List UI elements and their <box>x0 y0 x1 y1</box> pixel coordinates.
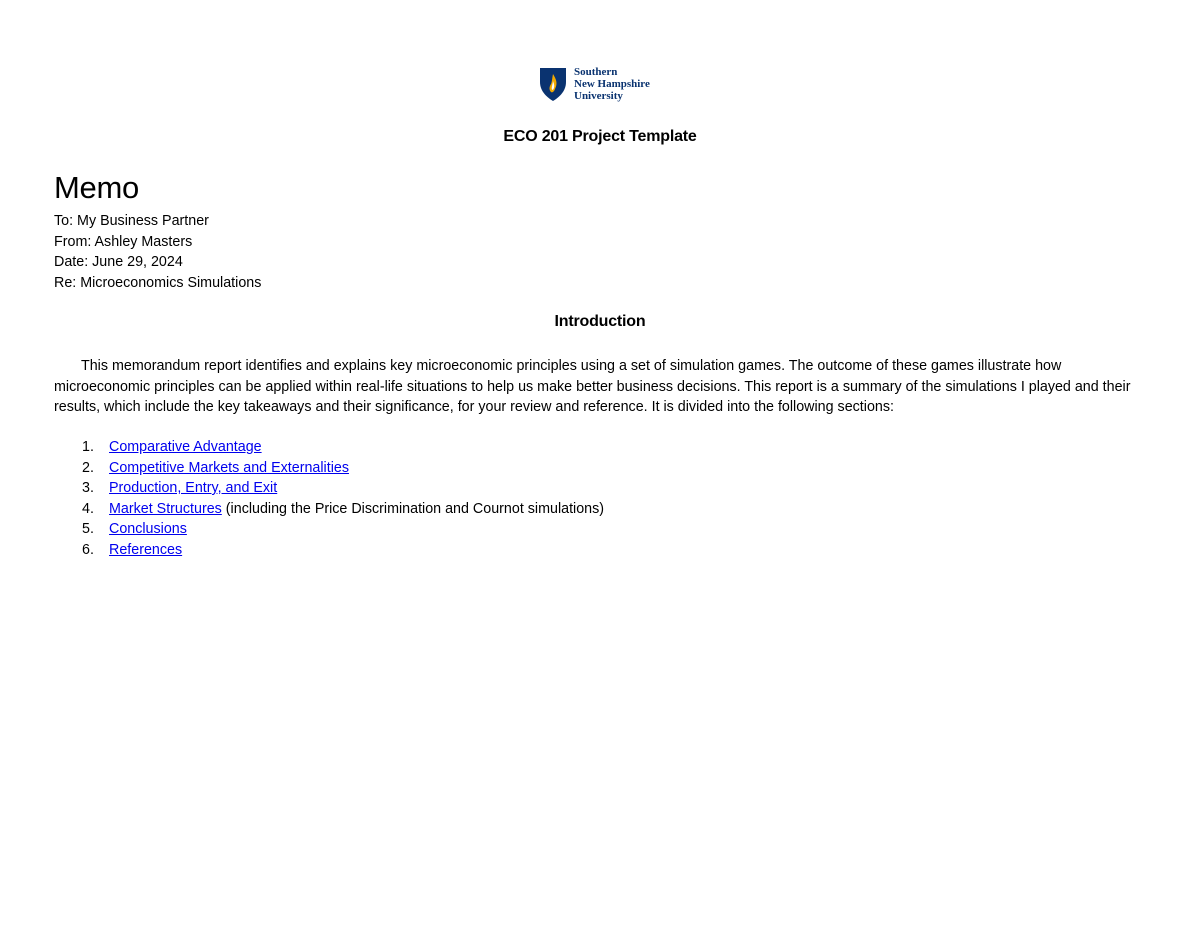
list-number: 5. <box>82 521 94 537</box>
link-market-structures[interactable]: Market Structures <box>109 500 222 517</box>
link-comparative-advantage[interactable]: Comparative Advantage <box>109 439 262 455</box>
logo-line-1: Southern <box>574 66 618 78</box>
memo-to-line: To: My Business Partner <box>54 213 209 229</box>
list-number: 4. <box>82 500 94 517</box>
logo-line-2: New Hampshire <box>574 78 650 90</box>
memo-heading: Memo <box>54 170 139 205</box>
list-number: 6. <box>82 541 94 558</box>
document-title: ECO 201 Project Template <box>503 128 697 145</box>
university-logo <box>538 64 650 104</box>
memo-date-line: Date: June 29, 2024 <box>54 254 183 270</box>
memo-re-line: Re: Microeconomics Simulations <box>54 274 262 291</box>
memo-header-block <box>54 211 261 293</box>
list-number: 3. <box>82 480 94 496</box>
introduction-paragraph: This memorandum report identifies and explains key microeconomic principles using a set of simulation games. The outcome of these games illustrate how microeconomic principles can be applied within real-life situations to help us make better business decisions. This report is a summary of the simulations I played and their results, which include the key takeaways and their significance, for your review and reference. It is divided into the following sections: <box>54 358 1131 415</box>
list-item <box>54 478 604 499</box>
list-item <box>54 519 604 540</box>
logo-wordmark <box>574 66 650 102</box>
link-production-entry-exit[interactable]: Production, Entry, and Exit <box>109 480 278 496</box>
list-item <box>54 540 604 561</box>
link-conclusions[interactable]: Conclusions <box>109 521 187 537</box>
list-item <box>54 437 604 458</box>
list-suffix: (including the Price Discrimination and Cournot simulations) <box>221 500 605 517</box>
sections-list <box>54 437 604 560</box>
list-item <box>54 499 604 520</box>
introduction-heading: Introduction <box>554 313 646 330</box>
link-competitive-markets[interactable]: Competitive Markets and Externalities <box>109 459 349 476</box>
link-references[interactable]: References <box>109 541 183 558</box>
shield-flame-icon <box>538 66 568 102</box>
list-number: 1. <box>82 439 94 455</box>
memo-from-line: From: Ashley Masters <box>54 233 193 250</box>
logo-line-3: University <box>574 90 623 102</box>
list-number: 2. <box>82 459 94 476</box>
list-item <box>54 458 604 479</box>
